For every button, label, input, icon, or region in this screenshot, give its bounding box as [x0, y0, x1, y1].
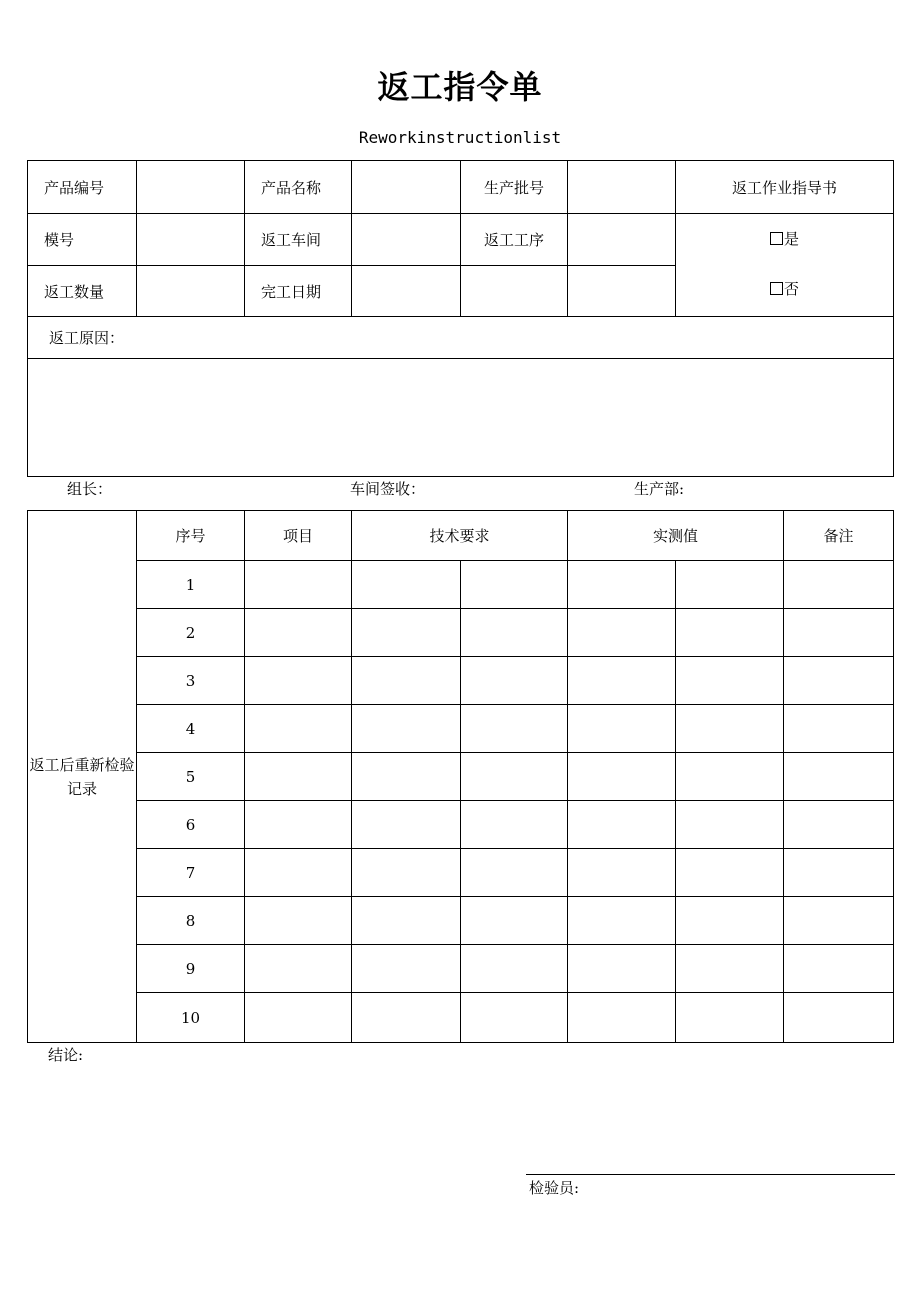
row-number: 7	[137, 849, 245, 897]
batch-no-label: 生产批号	[461, 161, 568, 214]
row-number: 10	[137, 993, 245, 1043]
cell[interactable]	[568, 657, 676, 705]
cell[interactable]	[676, 993, 784, 1043]
cell[interactable]	[568, 801, 676, 849]
guide-book-label: 返工作业指导书	[676, 161, 894, 214]
cell[interactable]	[784, 945, 894, 993]
inspector-label: 检验员:	[529, 1179, 580, 1197]
table-row	[28, 705, 894, 753]
cell[interactable]	[676, 609, 784, 657]
column-header-measured: 实测值	[568, 511, 784, 561]
cell[interactable]	[461, 753, 568, 801]
cell[interactable]	[245, 945, 352, 993]
table-row	[28, 849, 894, 897]
cell[interactable]	[352, 897, 461, 945]
cell[interactable]	[461, 561, 568, 609]
cell[interactable]	[245, 609, 352, 657]
cell[interactable]	[784, 753, 894, 801]
cell[interactable]	[676, 849, 784, 897]
finish-date-value[interactable]	[352, 266, 461, 317]
cell[interactable]	[352, 705, 461, 753]
workshop-signature: 车间签收：	[350, 480, 426, 498]
cell[interactable]	[245, 657, 352, 705]
reason-text-area[interactable]	[28, 359, 894, 477]
production-signature: 生产部:	[634, 480, 685, 498]
cell[interactable]	[784, 849, 894, 897]
row-number: 6	[137, 801, 245, 849]
cell[interactable]	[784, 705, 894, 753]
cell[interactable]	[568, 945, 676, 993]
cell[interactable]	[461, 849, 568, 897]
mold-no-label: 模号	[28, 214, 137, 266]
workshop-value[interactable]	[352, 214, 461, 266]
cell[interactable]	[352, 753, 461, 801]
cell[interactable]	[245, 897, 352, 945]
page-subtitle: Reworkinstructionlist	[358, 128, 562, 147]
cell[interactable]	[352, 849, 461, 897]
cell[interactable]	[568, 993, 676, 1043]
column-header-remark: 备注	[784, 511, 894, 561]
cell[interactable]	[352, 657, 461, 705]
cell[interactable]	[245, 753, 352, 801]
cell[interactable]	[568, 609, 676, 657]
cell[interactable]	[568, 897, 676, 945]
cell[interactable]	[461, 657, 568, 705]
product-name-label: 产品名称	[245, 161, 352, 214]
product-no-value[interactable]	[137, 161, 245, 214]
column-header-requirement: 技术要求	[352, 511, 568, 561]
cell[interactable]	[568, 849, 676, 897]
cell[interactable]	[568, 705, 676, 753]
cell[interactable]	[352, 609, 461, 657]
rework-info-table	[27, 160, 894, 477]
cell[interactable]	[676, 657, 784, 705]
cell[interactable]	[676, 561, 784, 609]
blank-cell	[568, 266, 676, 317]
table-row	[28, 609, 894, 657]
table-row	[28, 993, 894, 1043]
cell[interactable]	[461, 609, 568, 657]
finish-date-label: 完工日期	[245, 266, 352, 317]
cell[interactable]	[784, 993, 894, 1043]
mold-no-value[interactable]	[137, 214, 245, 266]
cell[interactable]	[352, 993, 461, 1043]
product-no-label: 产品编号	[28, 161, 137, 214]
process-label: 返工工序	[461, 214, 568, 266]
cell[interactable]	[676, 753, 784, 801]
cell[interactable]	[352, 801, 461, 849]
reason-label: 返工原因：	[28, 317, 894, 359]
yes-option[interactable]: 是	[676, 215, 893, 263]
table-row	[28, 801, 894, 849]
no-option[interactable]: 否	[676, 263, 893, 316]
cell[interactable]	[245, 705, 352, 753]
cell[interactable]	[461, 705, 568, 753]
row-number: 2	[137, 609, 245, 657]
cell[interactable]	[784, 657, 894, 705]
cell[interactable]	[461, 993, 568, 1043]
row-number: 3	[137, 657, 245, 705]
inspection-section-label: 返工后重新检验记录	[28, 511, 137, 1043]
cell[interactable]	[568, 561, 676, 609]
cell[interactable]	[245, 849, 352, 897]
row-number: 5	[137, 753, 245, 801]
cell[interactable]	[676, 801, 784, 849]
cell[interactable]	[245, 993, 352, 1043]
cell[interactable]	[676, 897, 784, 945]
row-number: 8	[137, 897, 245, 945]
table-row	[28, 753, 894, 801]
cell[interactable]	[461, 897, 568, 945]
column-header-item: 项目	[245, 511, 352, 561]
cell[interactable]	[461, 801, 568, 849]
cell[interactable]	[461, 945, 568, 993]
product-name-value[interactable]	[352, 161, 461, 214]
table-row	[28, 561, 894, 609]
table-row	[28, 945, 894, 993]
cell[interactable]	[784, 609, 894, 657]
table-row	[28, 657, 894, 705]
workshop-label: 返工车间	[245, 214, 352, 266]
process-value[interactable]	[568, 214, 676, 266]
cell[interactable]	[352, 561, 461, 609]
leader-signature: 组长：	[67, 480, 113, 498]
row-number: 9	[137, 945, 245, 993]
checkbox-icon[interactable]	[770, 232, 783, 245]
cell[interactable]	[568, 753, 676, 801]
cell[interactable]	[352, 945, 461, 993]
quantity-label: 返工数量	[28, 266, 137, 317]
cell[interactable]	[676, 945, 784, 993]
cell[interactable]	[784, 561, 894, 609]
cell[interactable]	[676, 705, 784, 753]
cell[interactable]	[245, 801, 352, 849]
checkbox-icon[interactable]	[770, 282, 783, 295]
quantity-value[interactable]	[137, 266, 245, 317]
cell[interactable]	[784, 801, 894, 849]
cell[interactable]	[245, 561, 352, 609]
row-number: 1	[137, 561, 245, 609]
page-title: 返工指令单	[377, 68, 543, 106]
column-header-seq: 序号	[137, 511, 245, 561]
row-number: 4	[137, 705, 245, 753]
table-row	[28, 897, 894, 945]
inspection-table	[27, 510, 894, 1043]
blank-cell	[461, 266, 568, 317]
signature-line	[526, 1174, 895, 1175]
conclusion-label: 结论:	[48, 1046, 84, 1064]
guide-book-options	[676, 214, 894, 317]
cell[interactable]	[784, 897, 894, 945]
batch-no-value[interactable]	[568, 161, 676, 214]
